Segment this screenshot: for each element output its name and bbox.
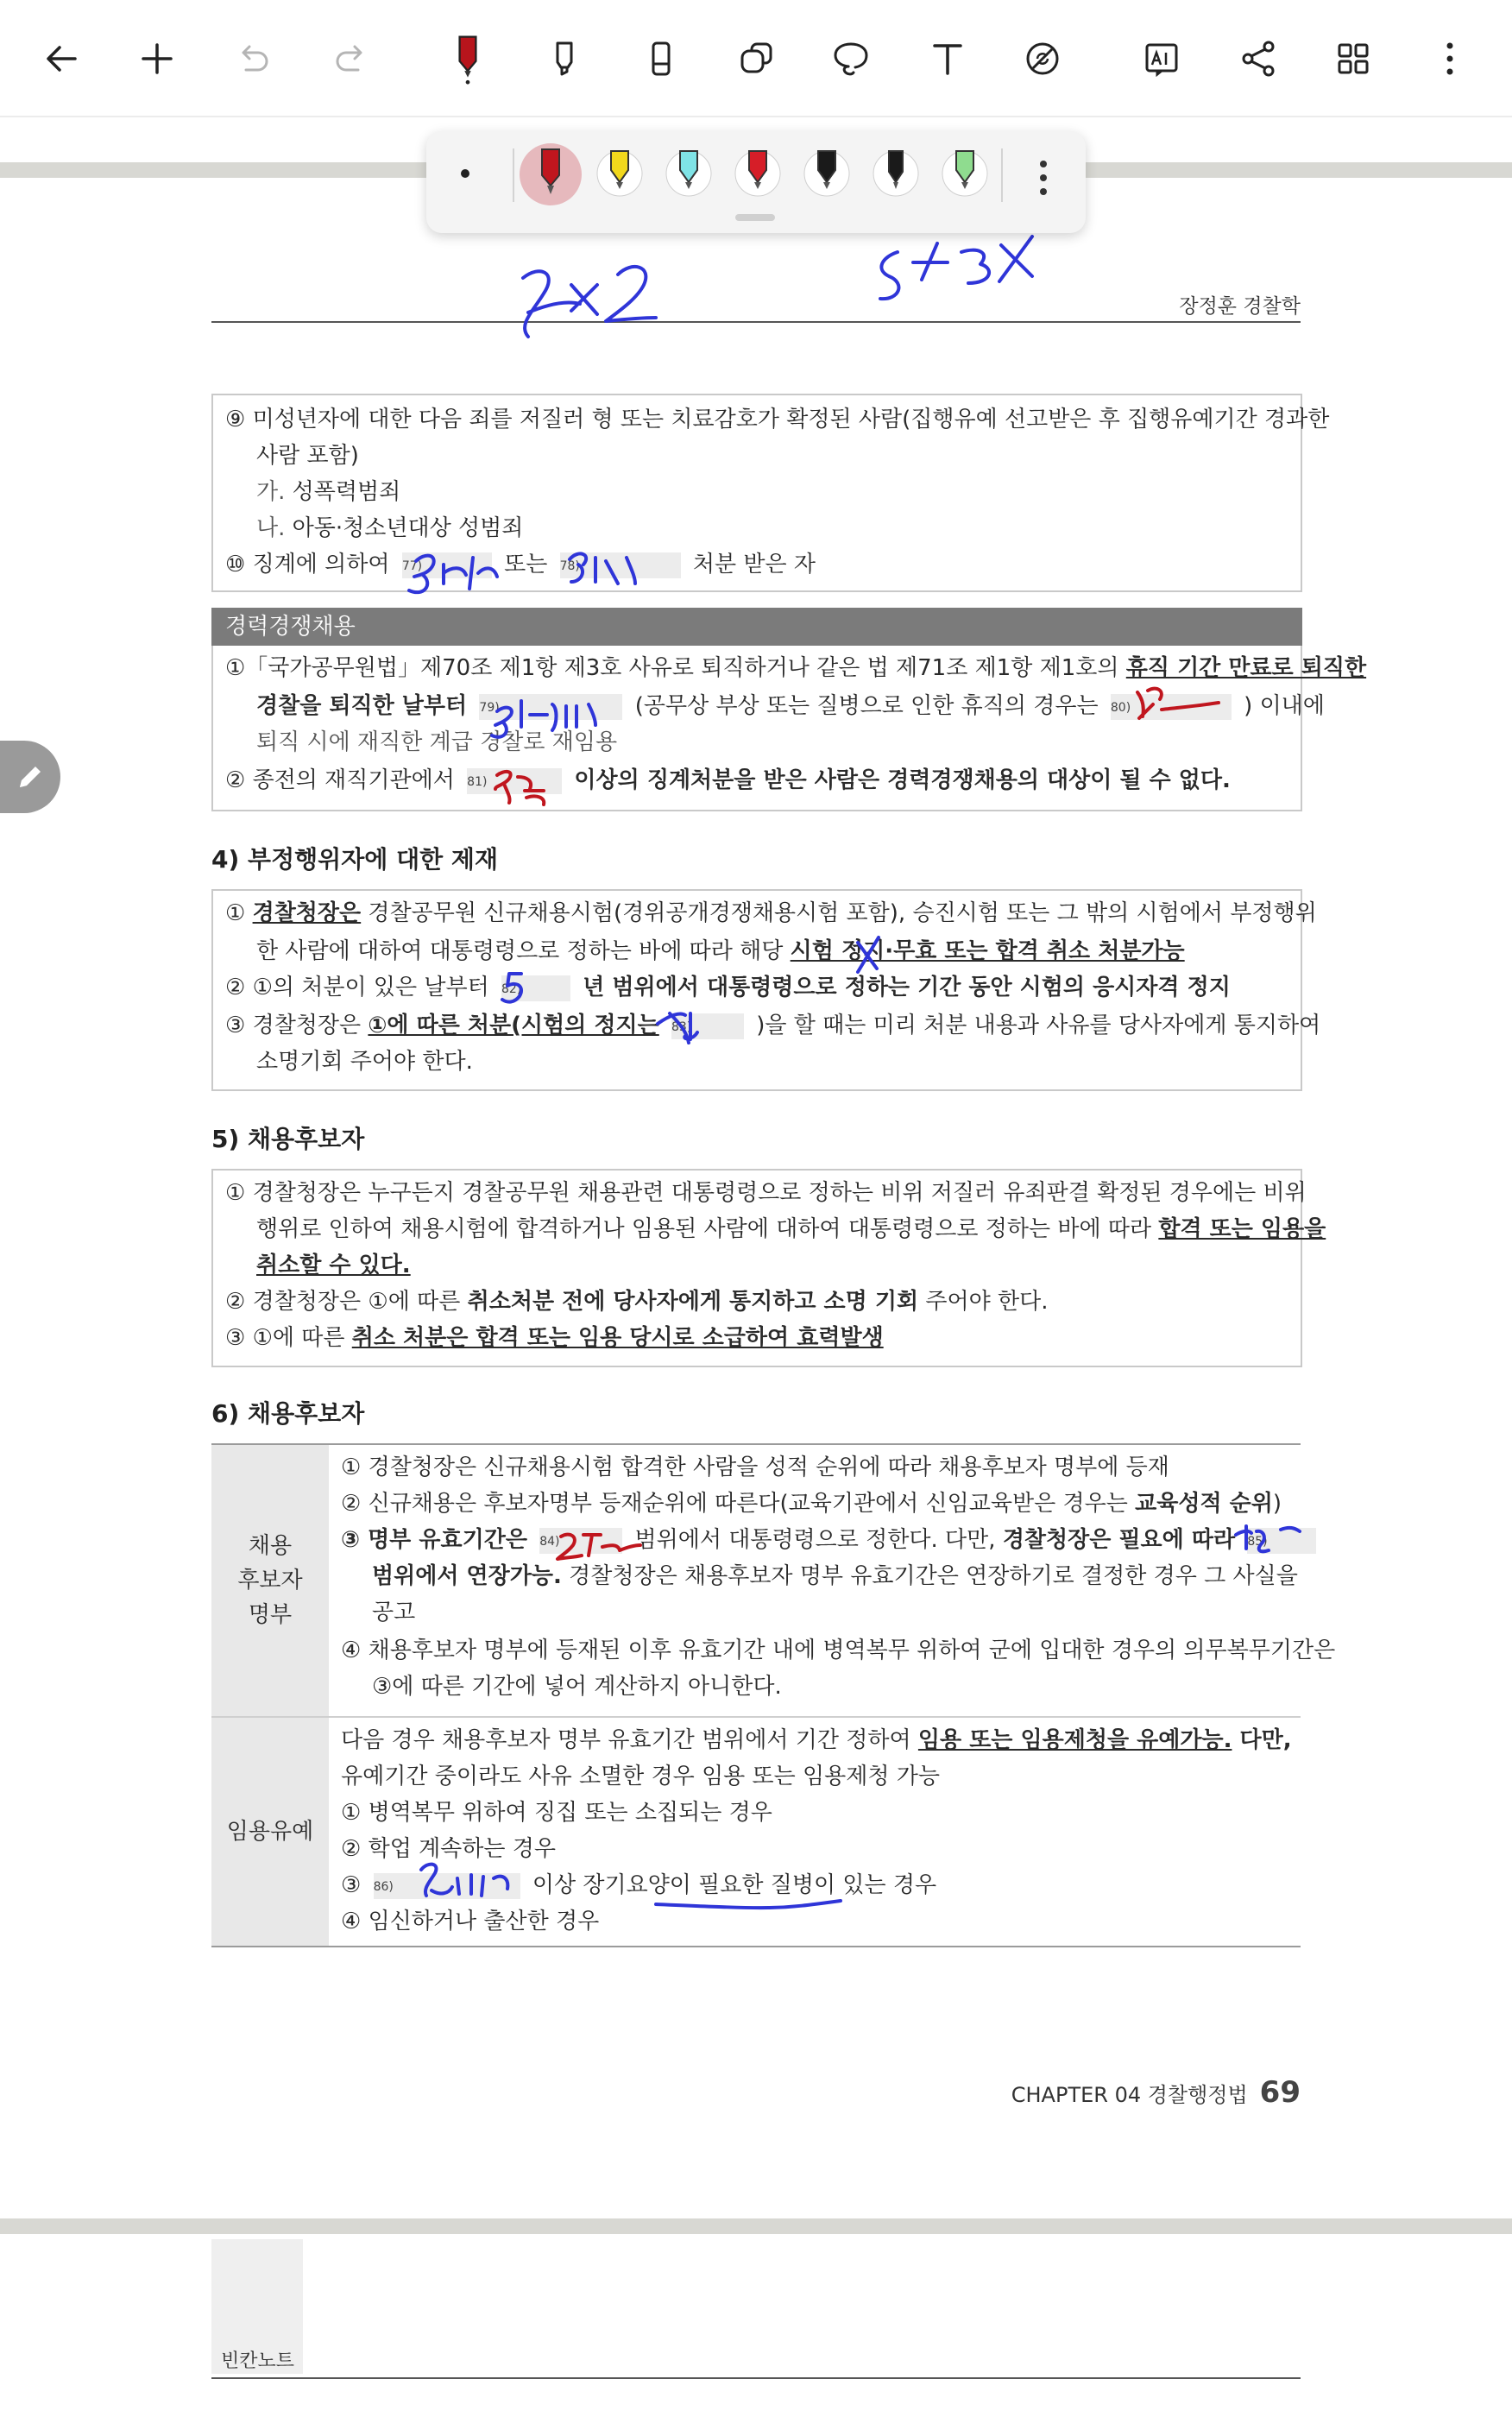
text-line: ④ 채용후보자 명부에 등재된 이후 유효기간 내에 병역복무 위하여 군에 입대한 경우의 의무복무기간은 xyxy=(341,1638,1336,1663)
text-line: 사람 포함) xyxy=(256,443,359,469)
text-line: ① 병역복무 위하여 징집 또는 소집되는 경우 xyxy=(341,1800,772,1826)
pen-black-2[interactable] xyxy=(865,143,927,205)
pen-icon[interactable] xyxy=(433,28,502,90)
fill-blank-77[interactable]: 77) xyxy=(402,552,492,578)
row-content xyxy=(331,1445,1336,1716)
top-toolbar xyxy=(0,0,1512,117)
candidate-cancel-box xyxy=(211,1169,1326,1367)
ai-icon[interactable] xyxy=(1127,28,1196,90)
text-line: ①「국가공무원법」제70조 제1항 제3호 사유로 퇴직하거나 같은 법 제71조 제1항 제1호의 휴직 기간 만료로 퇴직한 xyxy=(225,655,1367,681)
text-line: ② 경찰청장은 ①에 따른 취소처분 전에 당사자에게 통지하고 소명 기회 주어야 한다. xyxy=(225,1289,1049,1315)
text-line: 한 사람에 대하여 대통령령으로 정하는 바에 따라 해당 시험 정지·무효 또는 합격 취소 처분가능 xyxy=(256,938,1185,964)
plus-icon[interactable] xyxy=(123,28,192,90)
text-line: 퇴직 시에 재직한 계급 경찰로 재임용 xyxy=(256,729,618,755)
text-line: 소명기회 주어야 한다. xyxy=(256,1049,473,1075)
text-line: ③ ①에 따른 취소 처분은 합격 또는 임용 당시로 소급하여 효력발생 xyxy=(225,1325,884,1351)
text-line: 나. 아동·청소년대상 성범죄 xyxy=(256,515,524,541)
edit-pencil-button[interactable] xyxy=(0,741,60,813)
text-line: 범위에서 연장가능. 경찰청장은 채용후보자 명부 유효기간은 연장하기로 결정한 경우 그 사실을 xyxy=(372,1563,1298,1589)
share-icon[interactable] xyxy=(1224,28,1293,90)
page-number: 69 xyxy=(1259,2075,1301,2110)
pen-red-marker[interactable] xyxy=(520,143,582,205)
pen-black[interactable] xyxy=(796,143,858,205)
row-label: 임용유예 xyxy=(211,1718,329,1946)
text-line: ③ $^{86)}$ 이상 장기요양이 필요한 질병이 있는 경우 xyxy=(341,1872,937,1898)
text-line: 경찰을 퇴직한 날부터 $^{79)}$ (공무상 부상 또는 질병으로 인한 휴직의 경우는 $^{80)}$ ) 이내에 xyxy=(256,693,1325,719)
grid-view-icon[interactable] xyxy=(1319,28,1388,90)
fill-blank-81[interactable]: 81) xyxy=(467,768,562,794)
pen-palette xyxy=(426,131,1086,233)
candidate-table xyxy=(211,1443,1336,1947)
palette-divider xyxy=(513,148,514,202)
text-line: 다음 경우 채용후보자 명부 유효기간 범위에서 기간 정하여 임용 또는 임용제청을 유예가능. 다만, xyxy=(341,1727,1292,1753)
text-line: 가. 성폭력범죄 xyxy=(256,479,401,505)
text-line: 행위로 인하여 채용시험에 합격하거나 임용된 사람에 대하여 대통령령으로 정하는 바에 따라 합격 또는 임용을 xyxy=(256,1216,1326,1242)
section-header: 경력경쟁채용 xyxy=(211,608,1302,646)
pen-yellow[interactable] xyxy=(589,143,651,205)
page-separator xyxy=(0,2218,1512,2234)
undo-icon[interactable] xyxy=(219,28,288,90)
rotate-lock-icon[interactable] xyxy=(1008,28,1077,90)
text-line: ③에 따른 기간에 넣어 계산하지 아니한다. xyxy=(372,1674,782,1700)
text-line: ⑨ 미성년자에 대한 다음 죄를 저질러 형 또는 치료감호가 확정된 사람(집행유예 선고받은 후 집행유예기간 경과한 xyxy=(225,407,1330,432)
text-line: ① 경찰청장은 신규채용시험 합격한 사람을 성적 순위에 따라 채용후보자 명부에 등재 xyxy=(341,1455,1169,1480)
section-title: 6) 채용후보자 xyxy=(211,1399,365,1428)
text-line: ① 경찰청장은 누구든지 경찰공무원 채용관련 대통령령으로 정하는 비위 저질러 유죄판결 확정된 경우에는 비위 xyxy=(225,1180,1307,1206)
back-arrow-icon[interactable] xyxy=(28,28,97,90)
fill-blank-85[interactable]: 85) xyxy=(1247,1528,1316,1554)
palette-drag-handle[interactable] xyxy=(735,214,775,221)
page-footer: CHAPTER 04 경찰행정법 69 xyxy=(1011,2075,1301,2110)
text-line: ② 종전의 재직기관에서 $^{81)}$ 이상의 징계처분을 받은 사람은 경력경쟁채용의 대상이 될 수 없다. xyxy=(225,767,1231,793)
text-line: ④ 임신하거나 출산한 경우 xyxy=(341,1909,600,1934)
text-line: 취소할 수 있다. xyxy=(256,1253,411,1278)
palette-divider xyxy=(1001,148,1003,202)
pen-green[interactable] xyxy=(934,143,996,205)
text-line: ③ 명부 유효기간은 $^{84)}$ 범위에서 대통령령으로 정한다. 다만, 경찰청장은 필요에 따라 $^{85)}$ xyxy=(341,1526,1321,1554)
fill-blank-82[interactable]: 82) xyxy=(501,975,570,1001)
more-vert-icon[interactable] xyxy=(1415,28,1484,90)
text-line: ③ 경찰청장은 ①에 따른 처분(시험의 정지는 $^{83)}$ )을 할 때는 미리 처분 내용과 사유를 당사자에게 통지하여 xyxy=(225,1013,1321,1038)
sanction-box xyxy=(211,889,1321,1091)
row-label: 채용 후보자 명부 xyxy=(211,1445,329,1716)
text-line: 공고 xyxy=(372,1600,416,1625)
book-title: 장정훈 경찰학 xyxy=(1179,295,1301,318)
ink-stroke xyxy=(523,267,656,337)
header-rule xyxy=(211,321,1301,323)
text-icon[interactable] xyxy=(913,28,982,90)
section-title: 4) 부정행위자에 대한 제재 xyxy=(211,845,499,874)
text-line: ② 신규채용은 후보자명부 등재순위에 따른다(교육기관에서 신임교육받은 경우는 교육성적 순위) xyxy=(341,1491,1282,1517)
text-line: ⑩ 징계에 의하여 $^{77)}$ 또는 $^{78)}$ 처분 받은 자 xyxy=(225,552,816,577)
text-line: ② 학업 계속하는 경우 xyxy=(341,1836,557,1862)
fill-blank-86[interactable]: 86) xyxy=(374,1873,520,1899)
row-content xyxy=(331,1718,1301,1946)
fill-blank-83[interactable]: 83) xyxy=(671,1013,744,1039)
pen-cyan[interactable] xyxy=(658,143,720,205)
next-page-rule xyxy=(211,2377,1301,2379)
highlighter-icon[interactable] xyxy=(530,28,599,90)
lasso-icon[interactable] xyxy=(816,28,885,90)
fill-blank-78[interactable]: 78) xyxy=(560,552,681,578)
text-line: ① 경찰청장은 경찰공무원 신규채용시험(경위공개경쟁채용시험 포함), 승진시험 또는 그 밖의 시험에서 부정행위 xyxy=(225,900,1317,926)
pencil-icon xyxy=(13,760,47,794)
shapes-icon[interactable] xyxy=(721,28,791,90)
eraser-icon[interactable] xyxy=(627,28,696,90)
ink-stroke xyxy=(880,237,1032,299)
qualification-box xyxy=(211,394,1330,592)
fill-blank-79[interactable]: 79) xyxy=(479,694,622,720)
text-line: ② ①의 처분이 있은 날부터 $^{82)}$ 년 범위에서 대통령령으로 정하는 기간 동안 시험의 응시자격 정지 xyxy=(225,975,1231,1000)
text-line: 유예기간 중이라도 사유 소멸한 경우 임용 또는 임용제청 가능 xyxy=(341,1764,941,1789)
career-hire-box xyxy=(211,646,1367,811)
fill-blank-84[interactable]: 84) xyxy=(539,1528,622,1554)
fill-blank-80[interactable]: 80) xyxy=(1111,694,1232,720)
next-page-label: 빈칸노트 xyxy=(221,2351,295,2372)
section-title: 5) 채용후보자 xyxy=(211,1125,365,1153)
pen-size-dot[interactable] xyxy=(461,169,469,178)
redo-icon[interactable] xyxy=(316,28,385,90)
pen-red[interactable] xyxy=(727,143,789,205)
palette-more-icon[interactable] xyxy=(1030,152,1056,204)
